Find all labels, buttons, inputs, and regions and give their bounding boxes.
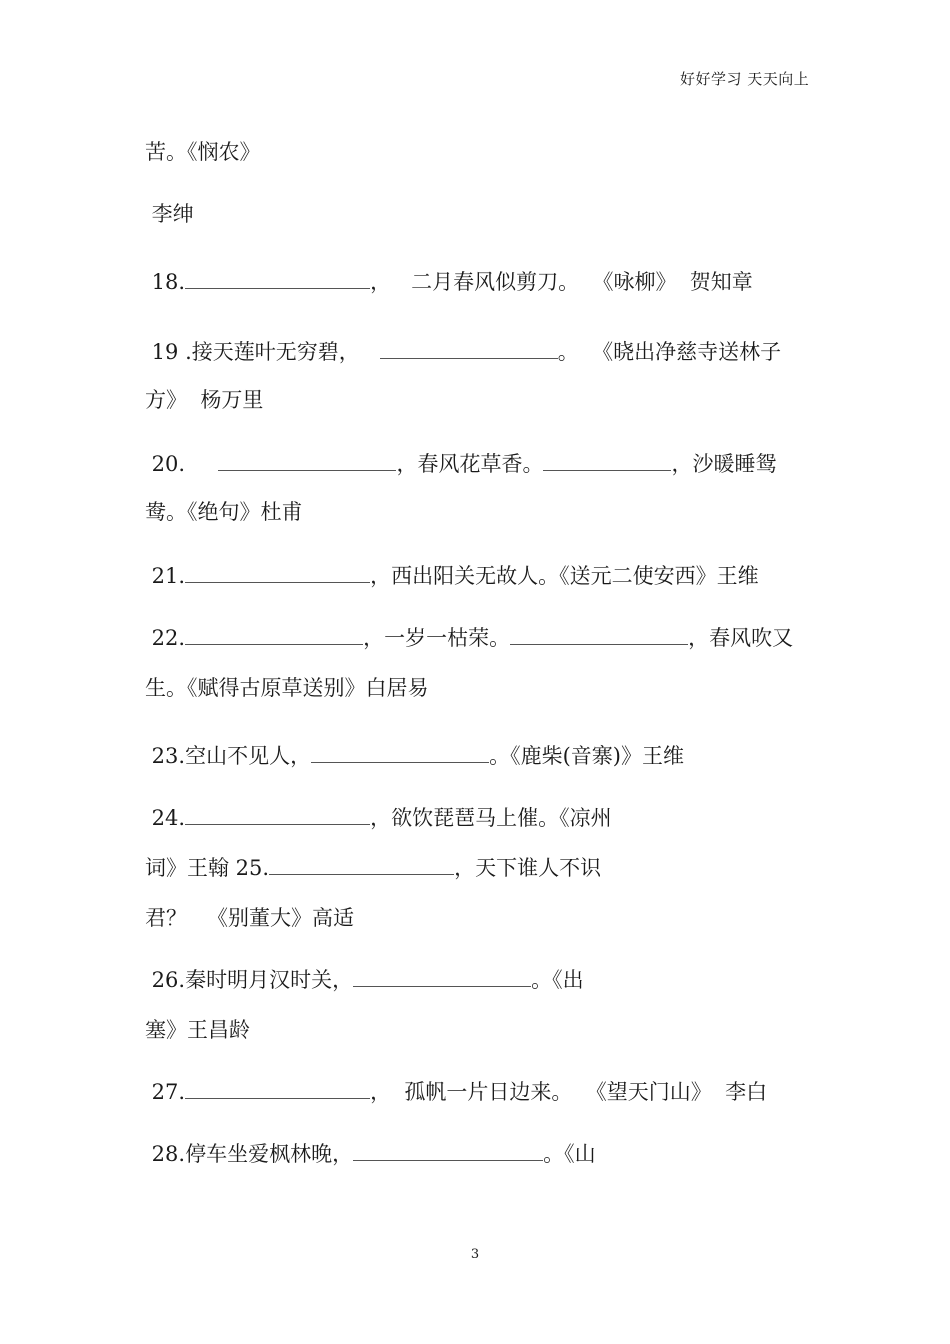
text-line: [145, 804, 612, 832]
text-line: [145, 966, 584, 994]
fill-in-blank[interactable]: [185, 626, 363, 645]
line-text: 塞》王昌龄: [145, 1018, 250, 1042]
text-line: [145, 268, 753, 296]
line-text: ，春风花草香。: [396, 452, 544, 476]
line-text: 。《鹿柴(音寨)》王维: [489, 744, 684, 768]
line-text: 苦。《悯农》: [145, 140, 261, 164]
fill-in-blank[interactable]: [353, 968, 531, 987]
text-line: [145, 200, 194, 228]
fill-in-blank[interactable]: [510, 626, 688, 645]
line-text: ，西出阳关无故人。《送元二使安西》王维: [370, 564, 759, 588]
text-line: [145, 624, 793, 652]
text-line: [145, 450, 776, 478]
line-text: 27.: [145, 1080, 186, 1104]
fill-in-blank[interactable]: [269, 856, 454, 875]
line-text: ， 孤帆一片日边来。 《望天门山》 李白: [370, 1080, 768, 1104]
line-text: 词》王翰 25.: [145, 856, 270, 880]
line-text: ，天下谁人不识: [454, 856, 602, 880]
line-text: 方》 杨万里: [145, 388, 264, 412]
line-text: ，一岁一枯荣。: [363, 626, 511, 650]
text-line: [145, 854, 601, 882]
line-text: 24.: [145, 806, 186, 830]
text-line: [145, 138, 261, 166]
line-text: 23.空山不见人，: [145, 744, 312, 768]
line-text: 26.秦时明月汉时关，: [145, 968, 354, 992]
page-number: 3: [470, 1247, 480, 1262]
text-line: [145, 1078, 767, 1106]
fill-in-blank[interactable]: [185, 270, 370, 289]
line-text: 21.: [145, 564, 186, 588]
text-line: [145, 562, 759, 590]
page-header: 好好学习 天天向上: [680, 70, 810, 88]
fill-in-blank[interactable]: [185, 806, 370, 825]
line-text: 君？ 《别董大》高适: [145, 906, 355, 930]
fill-in-blank[interactable]: [311, 744, 489, 763]
line-text: 李绅: [145, 202, 194, 226]
fill-in-blank[interactable]: [543, 452, 671, 471]
line-text: 22.: [145, 626, 186, 650]
fill-in-blank[interactable]: [380, 340, 558, 359]
text-line: [145, 674, 429, 702]
fill-in-blank[interactable]: [218, 452, 396, 471]
line-text: ， 二月春风似剪刀。 《咏柳》 贺知章: [370, 270, 753, 294]
line-text: 。《出: [531, 968, 584, 992]
fill-in-blank[interactable]: [185, 564, 370, 583]
line-text: 生。《赋得古原草送别》白居易: [145, 676, 429, 700]
fill-in-blank[interactable]: [353, 1142, 543, 1161]
line-text: 28.停车坐爱枫林晚，: [145, 1142, 354, 1166]
line-text: 。《山: [543, 1142, 596, 1166]
text-line: [145, 498, 303, 526]
line-text: ，沙暖睡鸳: [671, 452, 777, 476]
text-line: [145, 386, 263, 414]
text-line: [145, 742, 684, 770]
text-line: [145, 1016, 250, 1044]
fill-in-blank[interactable]: [185, 1080, 370, 1099]
line-text: 18.: [145, 270, 186, 294]
line-text: 。 《晓出净慈寺送林子: [557, 340, 782, 364]
text-line: [145, 904, 354, 932]
line-text: ，欲饮琵琶马上催。《凉州: [370, 806, 612, 830]
text-line: [145, 1140, 596, 1168]
line-text: ，春风吹又: [688, 626, 794, 650]
text-line: [145, 338, 781, 366]
line-text: 鸯。《绝句》杜甫: [145, 500, 303, 524]
line-text: 20.: [145, 452, 219, 476]
line-text: 19 .接天莲叶无穷碧，: [145, 340, 380, 364]
